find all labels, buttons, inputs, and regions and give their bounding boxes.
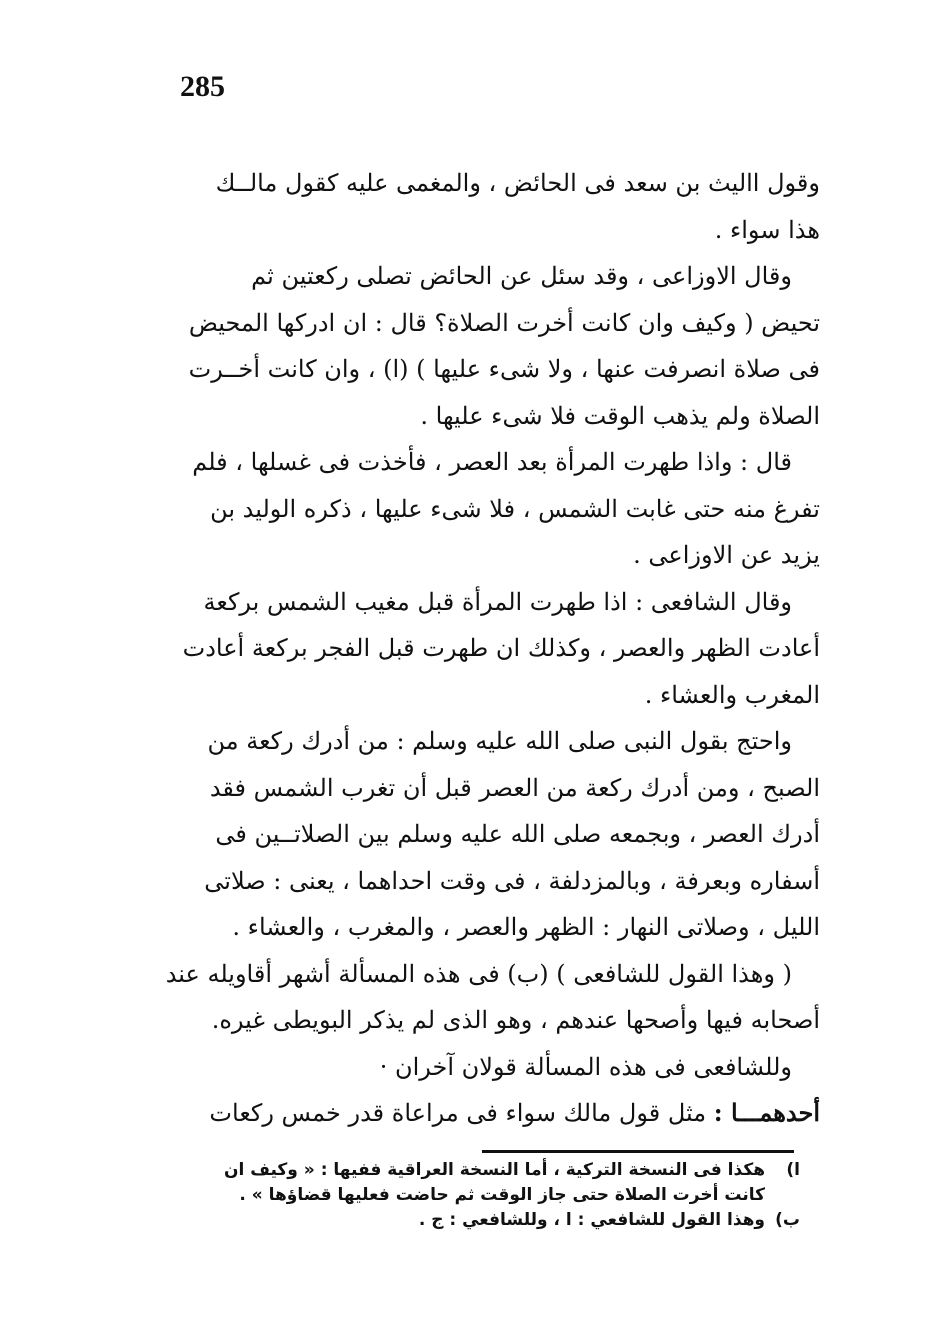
page-number: 285	[180, 70, 225, 103]
footnote-text: هكذا فى النسخة التركية ، أما النسخة العراقية ففيها : « وكيف ان	[223, 1160, 765, 1180]
footnote-divider	[482, 1150, 794, 1153]
footnote-a-continued	[125, 1183, 800, 1208]
footnote-b	[125, 1208, 800, 1233]
text-line: المغرب والعشاء .	[644, 680, 820, 709]
text-line: تحيض ( وكيف وان كانت أخرت الصلاة؟ قال : ان ادركها المحيض	[188, 308, 820, 337]
footnote-text: كانت أخرت الصلاة حتى جاز الوقت ثم حاضت فعليها قضاؤها » .	[239, 1185, 765, 1205]
text-line: وللشافعى فى هذه المسألة قولان آخران ·	[379, 1052, 792, 1081]
text-line: وقال الاوزاعى ، وقد سئل عن الحائض تصلى ركعتين ثم	[251, 262, 792, 290]
footnotes	[125, 1158, 800, 1233]
footnote-a	[125, 1158, 800, 1183]
text-line: أعادت الظهر والعصر ، وكذلك ان طهرت قبل الفجر بركعة أعادت	[182, 634, 820, 662]
text-line: واحتج بقول النبى صلى الله عليه وسلم : من أدرك ركعة من	[207, 727, 792, 755]
main-text	[125, 160, 820, 1137]
text-line: أدرك العصر ، وبجمعه صلى الله عليه وسلم بين الصلاتــين فى	[215, 820, 820, 848]
text-line: فى صلاة انصرفت عنها ، ولا شىء عليها ) (ا) ، وان كانت أخــرت	[188, 355, 820, 383]
text-line: أسفاره وبعرفة ، وبالمزدلفة ، فى وقت احداهما ، يعنى : صلاتى	[204, 866, 820, 895]
text-line: يزيد عن الاوزاعى .	[633, 541, 820, 569]
text-line: ( وهذا القول للشافعى ) (ب) فى هذه المسألة أشهر أقاويله عند	[165, 959, 792, 988]
text-line: أصحابه فيها وأصحها عندهم ، وهو الذى لم يذكر البويطى غيره.	[211, 1006, 820, 1034]
text-fragment: مثل قول مالك سواء فى مراعاة قدر خمس ركعات	[209, 1099, 714, 1127]
text-line: هذا سواء .	[714, 215, 820, 244]
footnote-marker: ا)	[786, 1160, 800, 1180]
text-line: الليل ، وصلاتى النهار : الظهر والعصر ، والمغرب ، والعشاء .	[232, 913, 820, 941]
text-line	[125, 1090, 820, 1137]
text-line: قال : واذا طهرت المرأة بعد العصر ، فأخذت فى غسلها ، فلم	[192, 448, 792, 476]
first-opinion-heading: أحدهمـــا :	[713, 1098, 820, 1127]
text-line: وقال الشافعى : اذا طهرت المرأة قبل مغيب الشمس بركعة	[203, 587, 792, 616]
text-line: تفرغ منه حتى غابت الشمس ، فلا شىء عليها ، ذكره الوليد بن	[210, 494, 820, 523]
footnote-marker: ب)	[775, 1210, 800, 1230]
text-line: الصلاة ولم يذهب الوقت فلا شىء عليها .	[420, 401, 820, 430]
text-line: وقول االيث بن سعد فى الحائض ، والمغمى عليه كقول مالــك	[215, 169, 820, 197]
text-line: الصبح ، ومن أدرك ركعة من العصر قبل أن تغرب الشمس فقد	[209, 773, 820, 802]
footnote-text: وهذا القول للشافعي : ا ، وللشافعي : ج .	[418, 1210, 765, 1230]
